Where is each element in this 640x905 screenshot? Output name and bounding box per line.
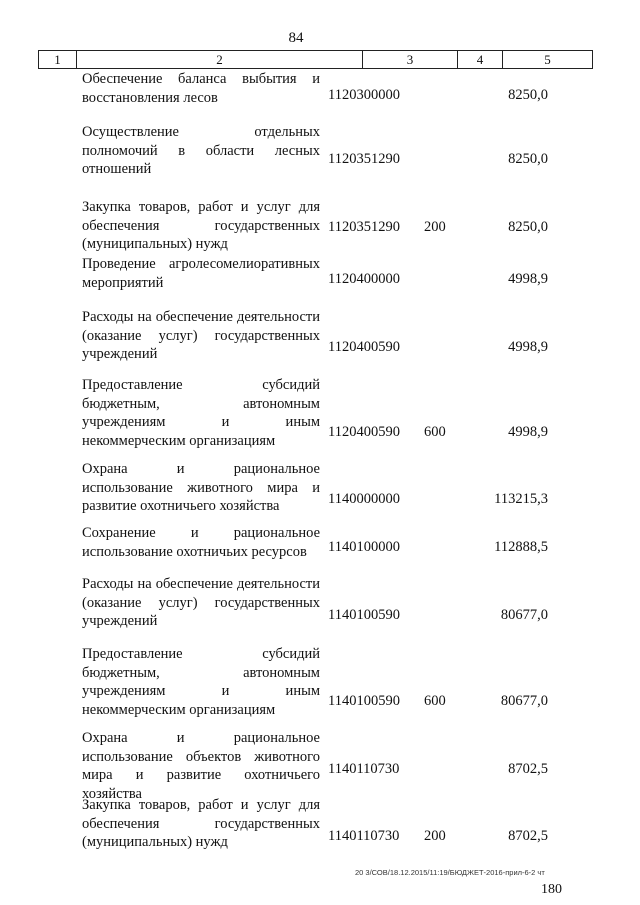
page-number-top: 84 — [288, 30, 304, 46]
row-name: Закупка товаров, работ и услуг для обеспечения государственных (муниципальных) нужд — [82, 797, 320, 850]
header-col-1: 1 — [39, 51, 77, 68]
row-amount: 113215,3 — [494, 491, 548, 507]
row-name: Проведение агролесомелиоративных мероприятий — [82, 256, 320, 291]
document-stamp: 20 3/СОВ/18.12.2015/11:19/БЮДЖЕТ-2016-прил-6-2 чт — [355, 868, 545, 877]
row-amount: 8250,0 — [508, 151, 548, 167]
row-code: 1120351290 — [328, 219, 400, 235]
row-amount: 80677,0 — [500, 607, 548, 623]
row-code: 1120400000 — [328, 271, 400, 287]
row-name: Обеспечение баланса выбытия и восстановления лесов — [82, 71, 320, 106]
row-name: Предоставление субсидий бюджетным, автономным учреждениям и иным некоммерческим организациям — [82, 646, 320, 718]
row-code: 1140110730 — [328, 761, 400, 777]
row-type: 200 — [424, 219, 446, 235]
header-col-2: 2 — [77, 51, 363, 68]
row-amount: 4998,9 — [508, 424, 548, 440]
row-name: Расходы на обеспечение деятельности (оказание услуг) государственных учреждений — [82, 576, 320, 629]
row-code: 1140000000 — [328, 491, 400, 507]
row-code: 1140100000 — [328, 539, 400, 555]
row-amount: 8250,0 — [508, 219, 548, 235]
row-name: Охрана и рациональное использование животного мира и развитие охотничьего хозяйства — [82, 461, 320, 514]
row-type: 600 — [424, 424, 446, 440]
row-amount: 112888,5 — [494, 539, 548, 555]
row-code: 1120400590 — [328, 339, 400, 355]
row-code: 1120300000 — [328, 87, 400, 103]
row-type: 600 — [424, 693, 446, 709]
row-amount: 4998,9 — [508, 271, 548, 287]
row-amount: 8702,5 — [508, 828, 548, 844]
row-amount: 4998,9 — [508, 339, 548, 355]
page-number-bottom: 180 — [541, 882, 562, 897]
row-code: 1140100590 — [328, 693, 400, 709]
header-col-3: 3 — [363, 51, 458, 68]
row-amount: 8702,5 — [508, 761, 548, 777]
row-name: Предоставление субсидий бюджетным, автономным учреждениям и иным некоммерческим организациям — [82, 377, 320, 449]
row-code: 1140100590 — [328, 607, 400, 623]
table-header — [38, 50, 593, 69]
row-name: Расходы на обеспечение деятельности (оказание услуг) государственных учреждений — [82, 309, 320, 362]
header-col-5: 5 — [544, 52, 551, 67]
row-name: Закупка товаров, работ и услуг для обеспечения государственных (муниципальных) нужд — [82, 199, 320, 252]
row-code: 1120400590 — [328, 424, 400, 440]
row-type: 200 — [424, 828, 446, 844]
row-code: 1120351290 — [328, 151, 400, 167]
row-name: Осуществление отдельных полномочий в области лесных отношений — [82, 124, 320, 177]
row-amount: 80677,0 — [500, 693, 548, 709]
row-amount: 8250,0 — [508, 87, 548, 103]
row-name: Охрана и рациональное использование объектов животного мира и развитие охотничьего хозяйства — [82, 730, 320, 802]
row-code: 1140110730 — [328, 828, 400, 844]
header-col-4: 4 — [458, 51, 503, 68]
row-name: Сохранение и рациональное использование охотничьих ресурсов — [82, 525, 320, 560]
